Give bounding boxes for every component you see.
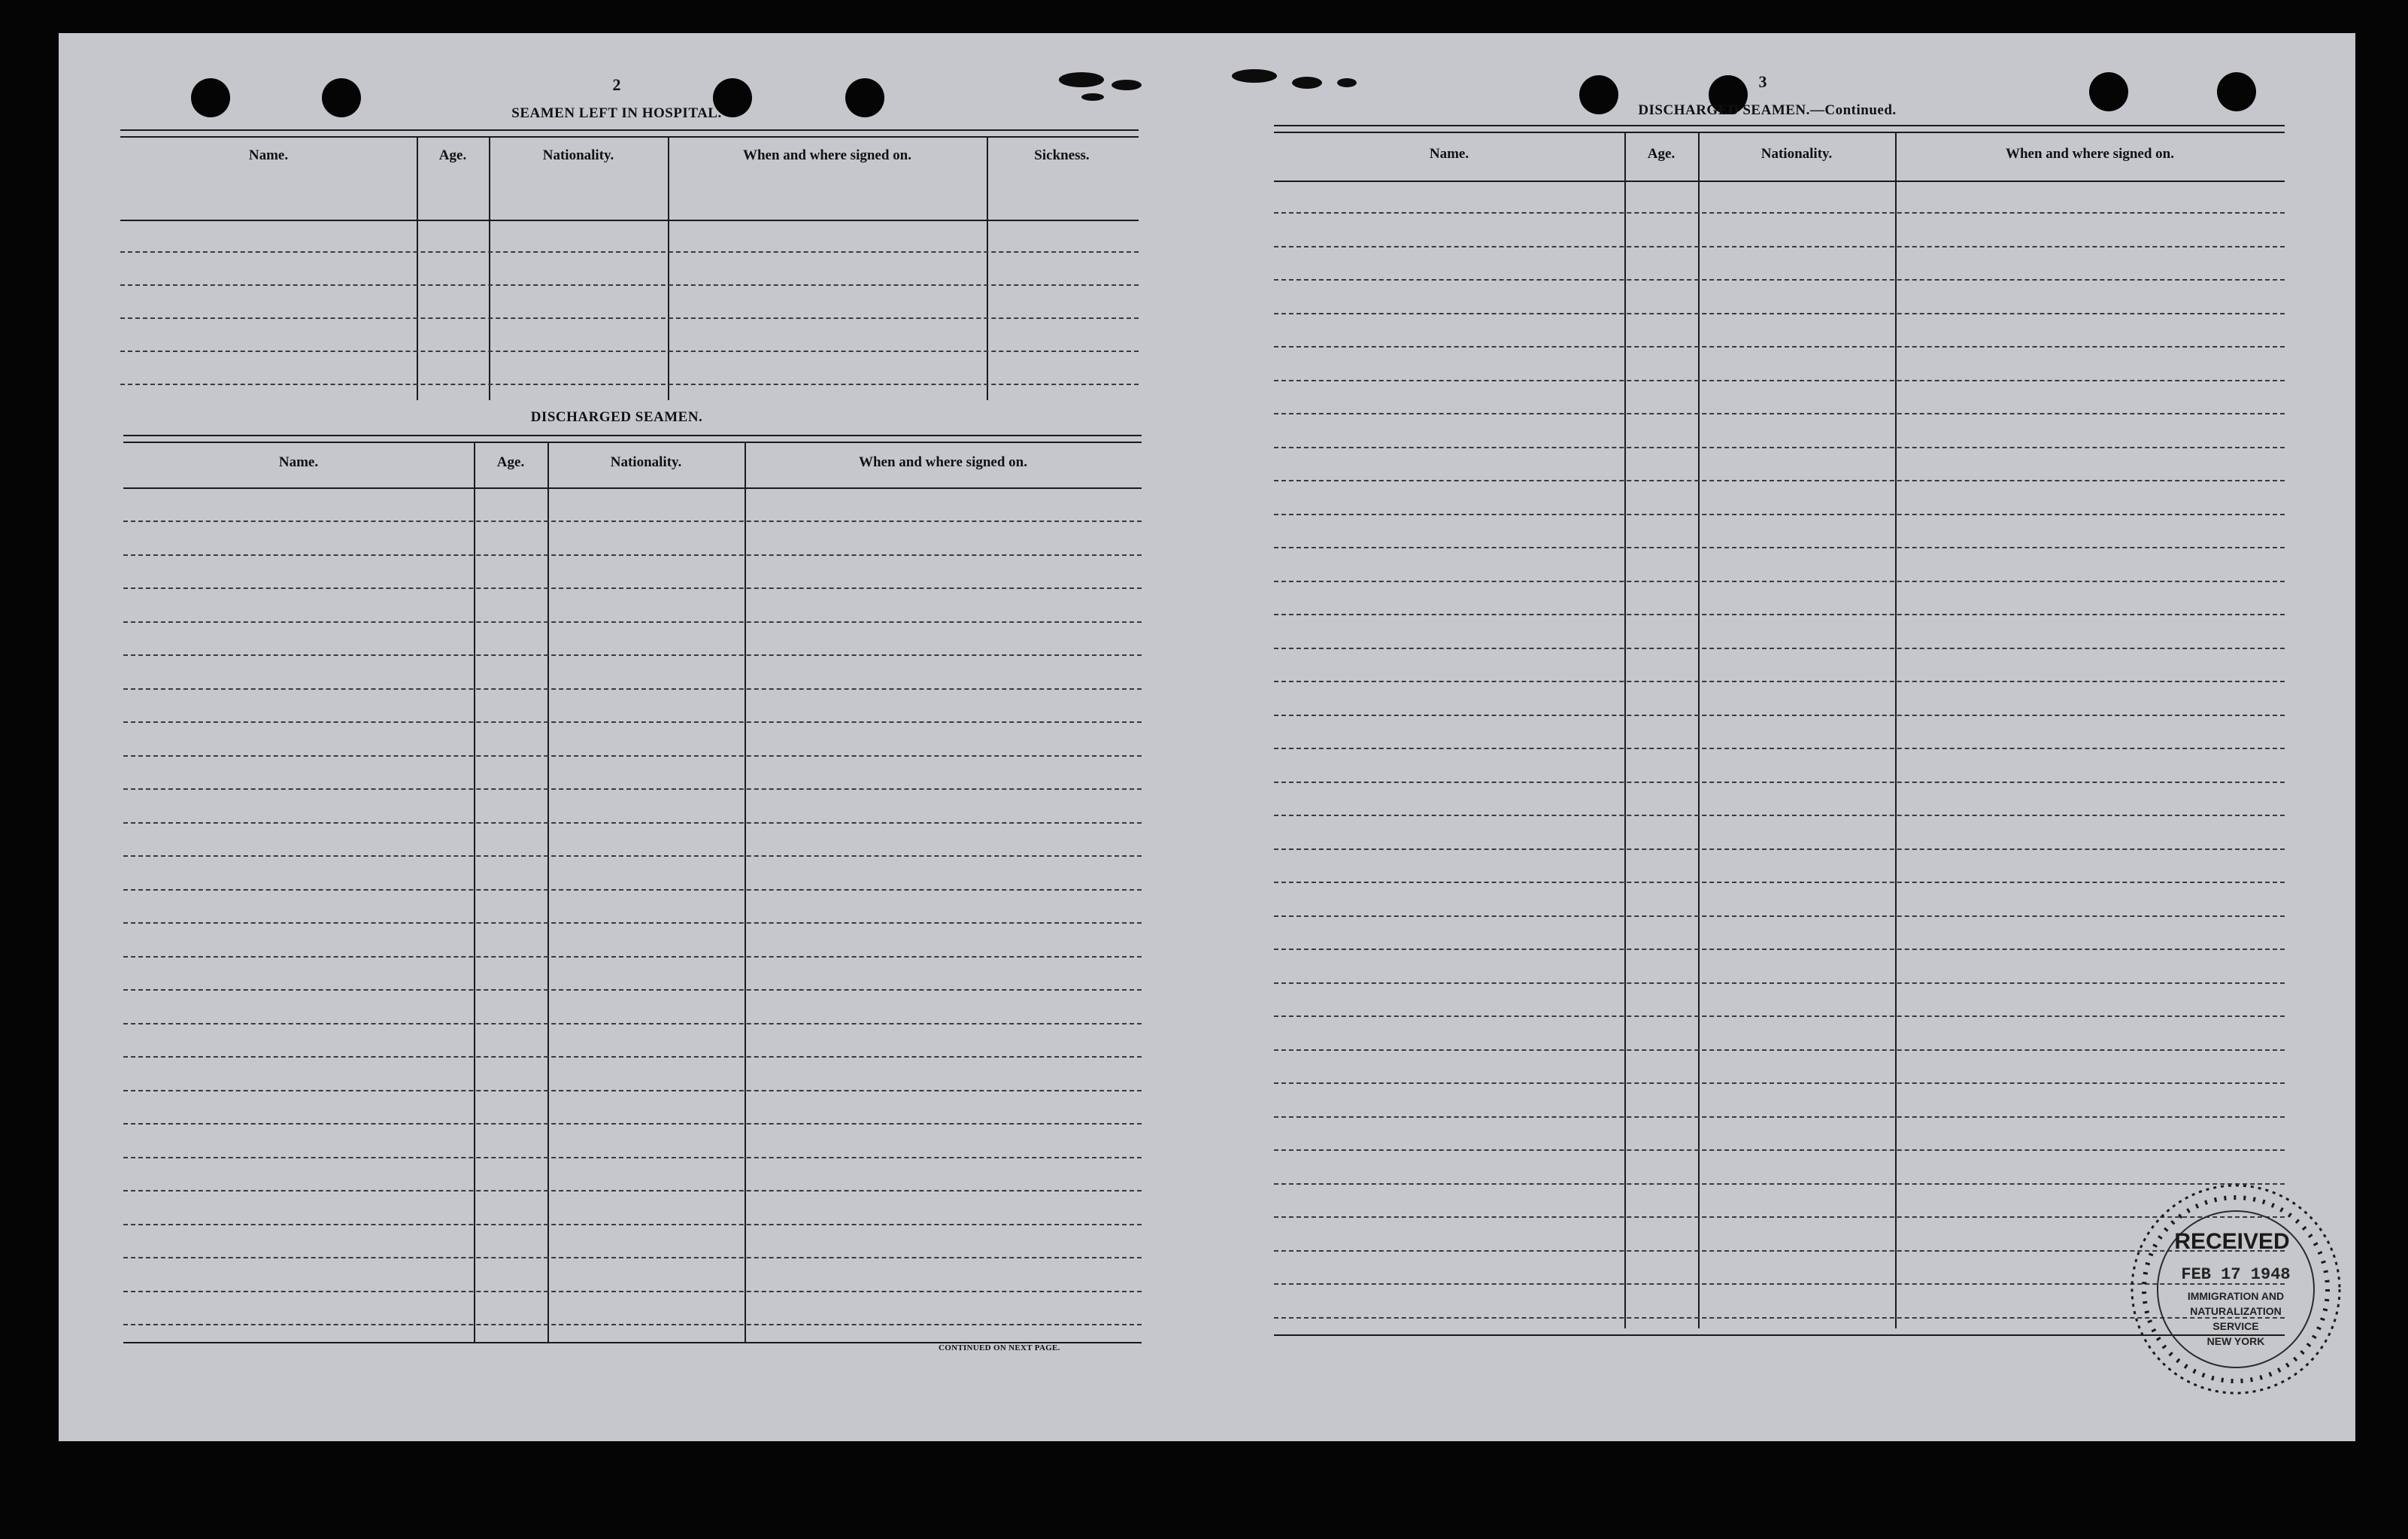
- column-header-signed-on: When and where signed on.: [742, 147, 911, 163]
- ruled-line: [1274, 413, 2285, 414]
- table-top-rule: [123, 435, 1142, 443]
- ruled-line: [120, 351, 1139, 352]
- stamp-line6: NEW YORK: [2206, 1335, 2265, 1347]
- ruled-line: [123, 1023, 1142, 1024]
- stamp-received-text: RECEIVED: [2174, 1229, 2290, 1254]
- ruled-line: [123, 1291, 1142, 1292]
- hospital-table: [120, 129, 1139, 400]
- section-title-hospital: SEAMEN LEFT IN HOSPITAL.: [511, 105, 722, 121]
- ruled-line: [1274, 380, 2285, 381]
- column-divider: [547, 442, 549, 1342]
- ruled-line: [1274, 212, 2285, 214]
- ruled-line: [1274, 1015, 2285, 1017]
- document-sheet: [59, 33, 2355, 1441]
- column-header-name: Name.: [1429, 146, 1469, 162]
- stamp-line5: SERVICE: [2212, 1320, 2259, 1332]
- page-number: 3: [1758, 72, 1767, 91]
- discharged-table: [123, 435, 1142, 1375]
- column-header-age: Age.: [1647, 146, 1676, 162]
- section-title-discharged-continued: DISCHARGED SEAMEN.—Continued.: [1638, 102, 1897, 118]
- column-header-age: Age.: [496, 454, 525, 470]
- ruled-line: [1274, 848, 2285, 850]
- ruled-line: [123, 1056, 1142, 1058]
- column-divider: [417, 137, 418, 400]
- column-divider: [668, 137, 669, 400]
- column-header-signed-on: When and where signed on.: [2005, 146, 2174, 162]
- ruled-line: [123, 989, 1142, 991]
- ruled-line: [1274, 982, 2285, 984]
- ruled-line: [1274, 915, 2285, 917]
- ruled-line: [123, 956, 1142, 958]
- ruled-line: [123, 822, 1142, 824]
- column-header-nationality: Nationality.: [610, 454, 682, 470]
- received-stamp: [2119, 1176, 2352, 1402]
- ruled-line: [1274, 480, 2285, 481]
- column-header-age: Age.: [438, 147, 467, 163]
- ruled-line: [1274, 1049, 2285, 1051]
- column-divider: [987, 137, 988, 400]
- stamp-line4: NATURALIZATION: [2190, 1305, 2282, 1317]
- ruled-line: [120, 384, 1139, 385]
- ruled-line: [1274, 882, 2285, 883]
- ruled-line: [1274, 815, 2285, 816]
- column-header-name: Name.: [278, 454, 319, 470]
- ruled-line: [123, 1224, 1142, 1225]
- column-header-name: Name.: [248, 147, 289, 163]
- ruled-line: [120, 284, 1139, 286]
- ruled-line: [1274, 681, 2285, 682]
- discharged-continued-table: [1274, 125, 2285, 1358]
- ruled-line: [1274, 1149, 2285, 1151]
- ruled-line: [123, 587, 1142, 589]
- ruled-line: [1274, 949, 2285, 950]
- column-divider: [489, 137, 490, 400]
- ruled-line: [1274, 547, 2285, 548]
- stamp-line3: IMMIGRATION AND: [2187, 1290, 2285, 1302]
- ruled-line: [123, 1257, 1142, 1258]
- column-divider: [745, 442, 746, 1342]
- column-divider: [474, 442, 475, 1342]
- ruled-line: [1274, 581, 2285, 582]
- ruled-line: [123, 554, 1142, 556]
- ruled-line: [120, 251, 1139, 253]
- section-title-discharged: DISCHARGED SEAMEN.: [530, 409, 703, 425]
- table-top-rule: [1274, 125, 2285, 133]
- ruled-line: [1274, 614, 2285, 615]
- ruled-line: [123, 788, 1142, 790]
- column-header-signed-on: When and where signed on.: [858, 454, 1027, 470]
- ruled-line: [1274, 313, 2285, 314]
- ruled-line: [1274, 1082, 2285, 1084]
- ruled-line: [123, 1324, 1142, 1325]
- stamp-date: FEB 17 1948: [2181, 1265, 2291, 1284]
- ruled-line: [1274, 346, 2285, 348]
- ruled-line: [123, 654, 1142, 656]
- column-header-sickness: Sickness.: [1034, 147, 1090, 163]
- ruled-line: [123, 721, 1142, 723]
- ruled-line: [123, 1123, 1142, 1125]
- ruled-line: [1274, 782, 2285, 783]
- ruled-line: [1274, 715, 2285, 716]
- ruled-line: [1274, 447, 2285, 448]
- page-number: 2: [612, 75, 621, 94]
- ruled-line: [123, 1190, 1142, 1191]
- ruled-line: [1274, 514, 2285, 515]
- ruled-line: [1274, 1116, 2285, 1118]
- ruled-line: [123, 922, 1142, 924]
- left-page: [120, 33, 1200, 1441]
- ruled-line: [123, 755, 1142, 757]
- header-underline: [123, 487, 1142, 489]
- header-underline: [1274, 181, 2285, 182]
- ink-blot: [1232, 69, 1277, 83]
- ruled-line: [123, 521, 1142, 522]
- header-underline: [120, 220, 1139, 221]
- ruled-line: [123, 621, 1142, 623]
- continued-note: CONTINUED ON NEXT PAGE.: [939, 1343, 1060, 1352]
- table-top-rule: [120, 129, 1139, 138]
- ruled-line: [123, 688, 1142, 690]
- ruled-line: [123, 855, 1142, 857]
- ruled-line: [1274, 648, 2285, 649]
- ruled-line: [123, 1090, 1142, 1091]
- ruled-line: [123, 889, 1142, 891]
- ruled-line: [123, 1157, 1142, 1158]
- ruled-line: [1274, 279, 2285, 281]
- ruled-line: [1274, 246, 2285, 247]
- column-header-nationality: Nationality.: [1761, 146, 1833, 162]
- ruled-line: [120, 317, 1139, 319]
- column-header-nationality: Nationality.: [542, 147, 614, 163]
- ruled-line: [1274, 748, 2285, 749]
